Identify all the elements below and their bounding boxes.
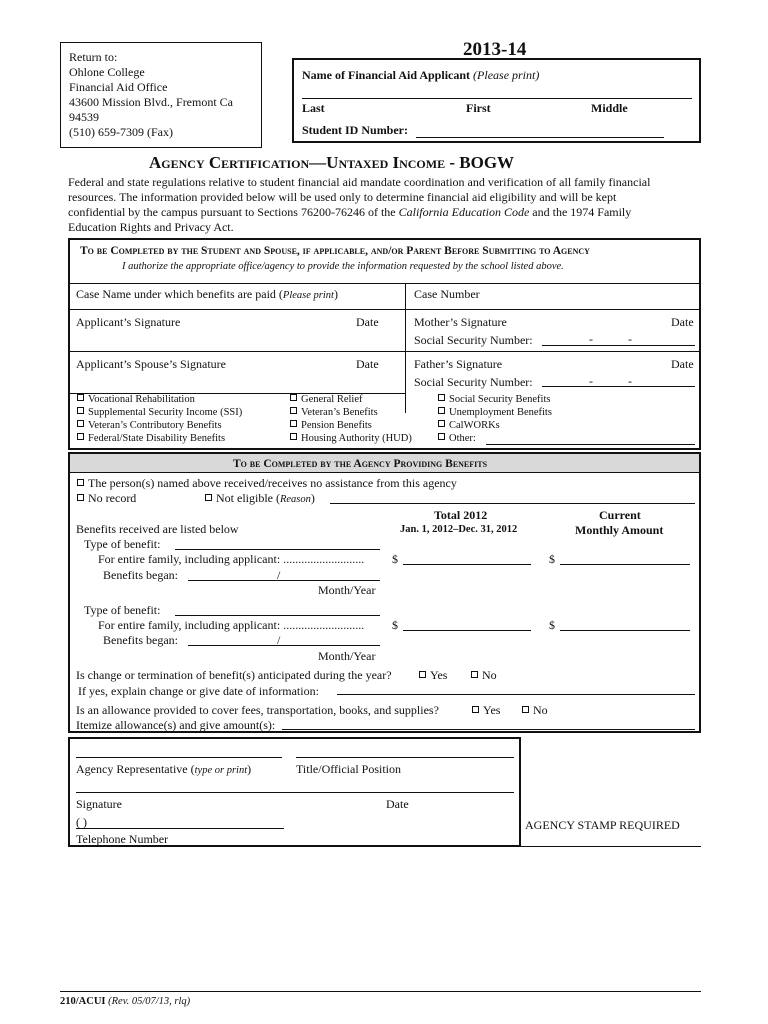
phone-area-code: ( ) [76,815,87,829]
reason-line[interactable] [330,503,695,504]
checkbox-icon[interactable] [290,394,297,401]
intro-line: confidential by the campus pursuant to Sections 76200-76246 of the California Education Code and the 1974 Family [68,205,632,219]
benefits-began-label: Benefits began: [103,633,178,647]
no-record-checkbox[interactable]: No record [77,492,136,505]
return-to-line: Ohlone College [69,65,145,79]
benefit-checkbox[interactable]: Federal/State Disability Benefits [77,433,225,445]
return-to-line: (510) 659-7309 (Fax) [69,125,173,139]
checkbox-icon[interactable] [77,479,84,486]
date-slash: / [277,568,281,582]
change-yes-checkbox[interactable]: Yes [419,669,447,682]
allowance-question: Is an allowance provided to cover fees, transportation, books, and supplies? [76,703,439,717]
checkbox-icon[interactable] [438,420,445,427]
spouse-date-label: Date [356,357,379,371]
first-name-label: First [466,101,491,115]
other-benefit-line[interactable] [486,444,695,445]
father-date-label: Date [671,357,694,371]
return-to-line: Financial Aid Office [69,80,168,94]
checkbox-icon[interactable] [522,706,529,713]
intro-line: resources. The information provided below will be used only to determine financial aid eligibility and will be kept [68,190,617,204]
case-number-label: Case Number [414,287,480,301]
agency-section-heading: To be Completed by the Agency Providing Benefits [233,458,488,470]
checkbox-icon[interactable] [472,706,479,713]
authorize-text: I authorize the appropriate office/agency to provide the information requested by the school listed above. [122,261,564,272]
benefits-began-line[interactable] [188,645,380,646]
mother-ssn-line[interactable] [542,345,695,346]
stamp-bottom-line [521,846,701,847]
father-signature-label: Father’s Signature [414,357,503,371]
benefit-checkbox[interactable]: Veteran’s Benefits [290,407,378,419]
total-amount-line[interactable] [403,630,531,631]
change-question: Is change or termination of benefit(s) anticipated during the year? [76,668,392,682]
rep-signature-line[interactable] [76,792,514,793]
mother-date-label: Date [671,315,694,329]
allowance-yes-checkbox[interactable]: Yes [472,704,500,717]
checkbox-icon[interactable] [290,407,297,414]
itemize-label: Itemize allowance(s) and give amount(s): [76,718,276,732]
current-header: Monthly Amount [575,523,664,537]
current-header: Current [599,508,641,522]
benefit-checkbox[interactable]: Supplemental Security Income (SSI) [77,407,242,419]
checkbox-icon[interactable] [77,494,84,501]
type-of-benefit-label: Type of benefit: [84,537,161,551]
return-to-line: Return to: [69,50,118,64]
benefit-checkbox[interactable]: Vocational Rehabilitation [77,394,195,406]
return-to-line: 43600 Mission Blvd., Fremont Ca [69,95,234,109]
case-number-line[interactable] [406,309,700,310]
applicant-name-label: Name of Financial Aid Applicant (Please print) [302,68,540,82]
checkbox-icon[interactable] [419,671,426,678]
case-name-line[interactable] [69,309,405,310]
benefit-checkbox[interactable]: CalWORKs [438,420,500,432]
student-id-line[interactable] [416,137,664,138]
type-of-benefit-line[interactable] [175,615,380,616]
benefit-checkbox[interactable]: Pension Benefits [290,420,372,432]
checkbox-icon[interactable] [77,420,84,427]
ssn-dash: - [589,332,593,346]
checkbox-icon[interactable] [77,433,84,440]
benefits-listed-label: Benefits received are listed below [76,522,239,536]
applicant-signature-label: Applicant’s Signature [76,315,181,329]
itemize-line[interactable] [282,729,695,730]
benefit-checkbox[interactable]: Unemployment Benefits [438,407,552,419]
checkbox-icon[interactable] [77,407,84,414]
benefit-checkbox[interactable]: Veteran’s Contributory Benefits [77,420,222,432]
benefit-checkbox[interactable]: Housing Authority (HUD) [290,433,412,445]
dollar-sign: $ [549,552,555,566]
not-eligible-checkbox[interactable]: Not eligible (Reason) [205,492,315,506]
telephone-line[interactable] [76,828,284,829]
father-ssn-line[interactable] [542,386,695,387]
explain-line[interactable] [337,694,695,695]
total-header: Total 2012 [434,508,488,522]
last-name-label: Last [302,101,325,115]
benefits-began-line[interactable] [188,580,380,581]
middle-name-label: Middle [591,101,628,115]
checkbox-icon[interactable] [205,494,212,501]
ssn-dash: - [628,332,632,346]
student-section-heading: To be Completed by the Student and Spouse, if applicable, and/or Parent Before Submitting to Agency [80,245,590,257]
telephone-label: Telephone Number [76,832,169,846]
applicant-name-box [292,58,701,143]
form-revision: 210/ACUI (Rev. 05/07/13, rlq) [60,996,191,1007]
no-assistance-checkbox[interactable]: The person(s) named above received/receives no assistance from this agency [77,477,457,490]
agency-rep-label: Agency Representative (type or print) [76,762,252,776]
checkbox-icon[interactable] [290,433,297,440]
return-to-line: 94539 [69,110,99,124]
checkbox-icon[interactable] [290,420,297,427]
form-title: Agency Certification—Untaxed Income - BOGW [149,153,515,172]
total-amount-line[interactable] [403,564,531,565]
applicant-signature-line[interactable] [69,351,405,352]
ssn-dash: - [589,374,593,388]
type-of-benefit-line[interactable] [175,549,380,550]
benefits-began-label: Benefits began: [103,568,178,582]
date-slash: / [277,633,281,647]
monthly-amount-line[interactable] [560,630,690,631]
checkbox-icon[interactable] [471,671,478,678]
checkbox-icon[interactable] [77,394,84,401]
rep-date-label: Date [386,797,409,811]
month-year-label: Month/Year [318,649,376,663]
title-position-line[interactable] [296,757,514,758]
applicant-name-line[interactable] [302,98,692,99]
spouse-signature-label: Applicant’s Spouse’s Signature [76,357,226,371]
month-year-label: Month/Year [318,583,376,597]
entire-family-label: For entire family, including applicant: ........................... [98,552,365,566]
dollar-sign: $ [392,552,398,566]
checkbox-icon[interactable] [438,394,445,401]
mother-ssn-label: Social Security Number: [414,333,533,347]
intro-line: Federal and state regulations relative to student financial aid mandate coordination and verification of all family financial [68,175,651,189]
ssn-dash: - [628,374,632,388]
benefit-checkbox[interactable]: Other: [438,433,476,445]
form-year: 2013-14 [463,39,527,60]
footer-divider [60,991,701,992]
checkbox-icon[interactable] [438,407,445,414]
row-divider [69,283,700,284]
applicant-date-label: Date [356,315,379,329]
dollar-sign: $ [549,618,555,632]
dollar-sign: $ [392,618,398,632]
monthly-amount-line[interactable] [560,564,690,565]
benefit-checkbox[interactable]: Social Security Benefits [438,394,550,406]
title-position-label: Title/Official Position [296,762,402,776]
allowance-no-checkbox[interactable]: No [522,704,548,717]
agency-rep-line[interactable] [76,757,282,758]
father-ssn-label: Social Security Number: [414,375,533,389]
total-subheader: Jan. 1, 2012–Dec. 31, 2012 [400,524,518,535]
return-to-box [60,42,262,148]
explain-label: If yes, explain change or give date of information: [78,684,319,698]
intro-line: Education Rights and Privacy Act. [68,220,234,234]
agency-stamp-label: AGENCY STAMP REQUIRED [525,818,680,832]
type-of-benefit-label: Type of benefit: [84,603,161,617]
student-id-label: Student ID Number: [302,123,409,137]
entire-family-label: For entire family, including applicant: ........................... [98,618,365,632]
mother-signature-label: Mother’s Signature [414,315,507,329]
benefit-checkbox[interactable]: General Relief [290,394,363,406]
checkbox-icon[interactable] [438,433,445,440]
column-divider [405,283,406,413]
change-no-checkbox[interactable]: No [471,669,497,682]
mother-signature-line[interactable] [406,351,700,352]
case-name-label: Case Name under which benefits are paid (Please print) [76,287,338,301]
rep-signature-label: Signature [76,797,122,811]
